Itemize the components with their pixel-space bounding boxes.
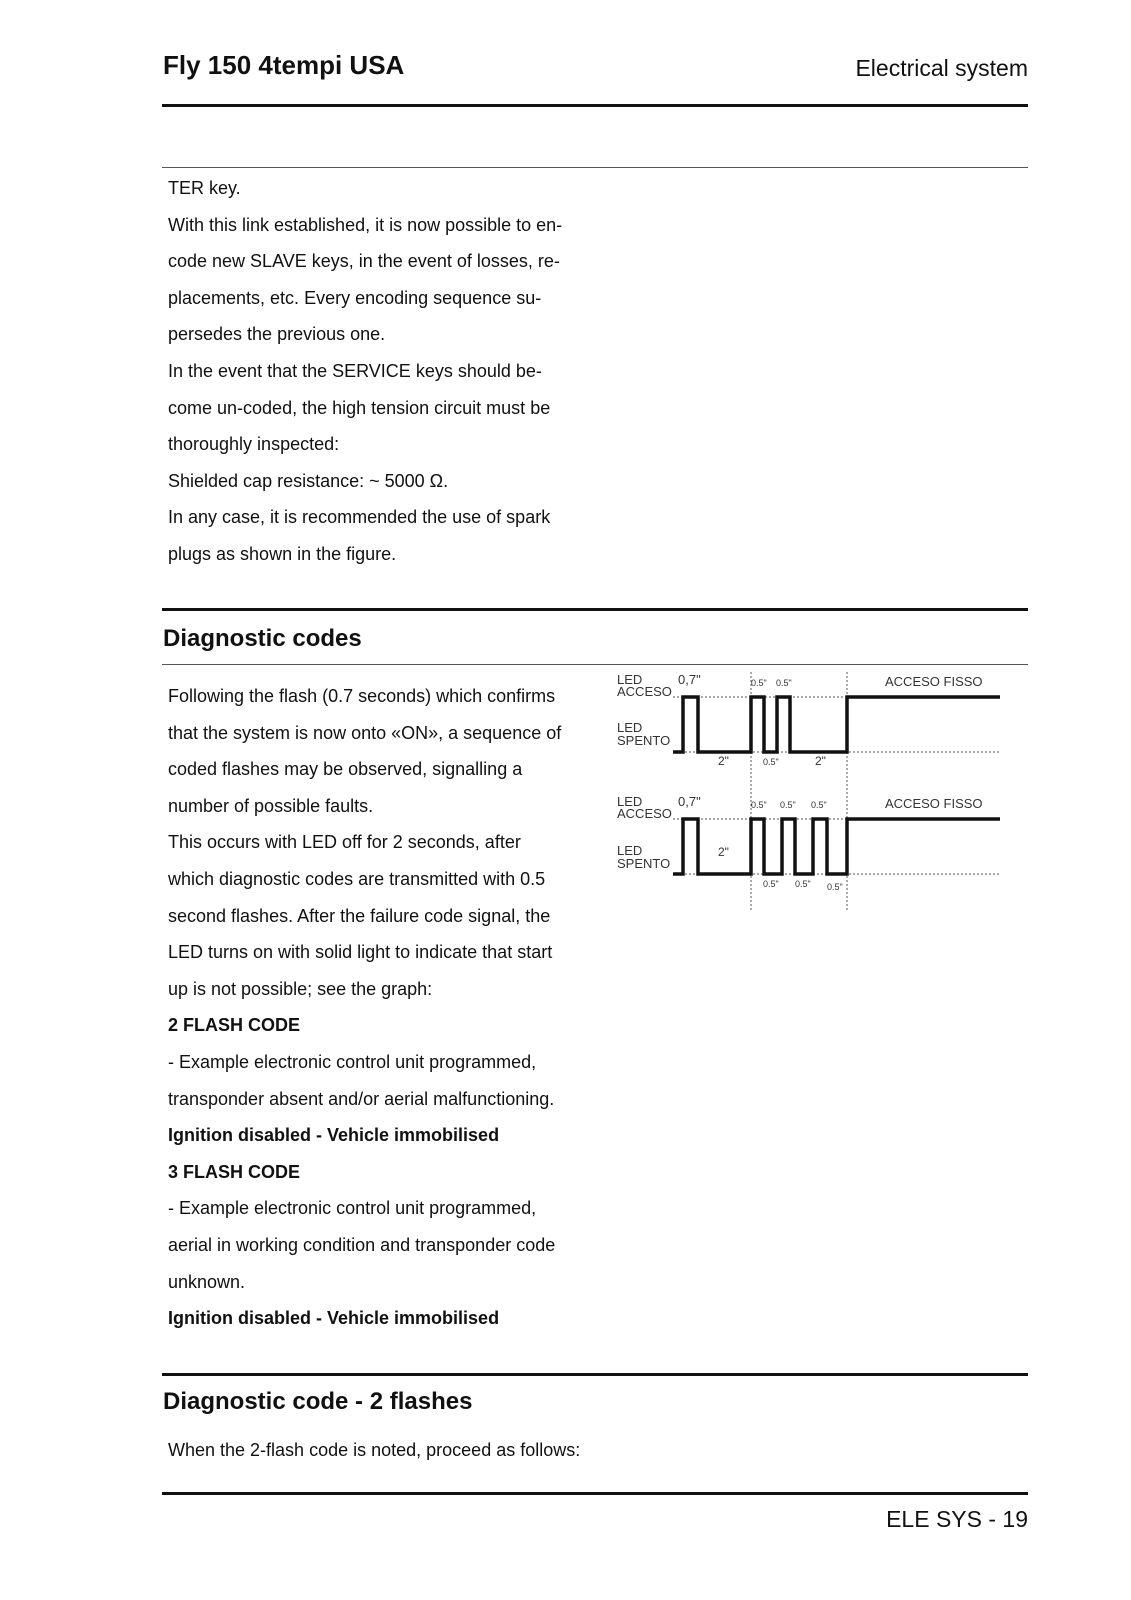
footer-rule: [162, 1492, 1028, 1495]
intro-line: In any case, it is recommended the use of spark: [168, 507, 551, 528]
intro-line: Shielded cap resistance: ~ 5000 Ω.: [168, 470, 449, 491]
label-acceso-1: ACCESO: [617, 684, 672, 699]
label-t2-2: 2": [718, 845, 729, 859]
two-flash-line: When the 2-flash code is noted, proceed as follows:: [168, 1440, 581, 1460]
two-flash-text: [168, 1432, 868, 1469]
section-name: Electrical system: [855, 55, 1028, 81]
diag-line: number of possible faults.: [168, 795, 374, 816]
label-spento-1: SPENTO: [617, 733, 671, 748]
intro-line: placements, etc. Every encoding sequence su-: [168, 287, 542, 308]
code2-title: 2 FLASH CODE: [168, 1015, 301, 1036]
code3-line: aerial in working condition and transponder code: [168, 1234, 556, 1255]
label-spento-2: SPENTO: [617, 856, 671, 871]
header-rule: [162, 104, 1028, 107]
intro-text: [168, 170, 598, 573]
intro-line: With this link established, it is now possible to en-: [168, 214, 563, 235]
code3-title: 3 FLASH CODE: [168, 1161, 301, 1182]
label-led-off-1: LED: [617, 720, 643, 735]
label-solid-2: ACCESO FISSO: [885, 796, 983, 811]
label-t05-2a: 0.5": [751, 800, 767, 810]
intro-line: persedes the previous one.: [168, 324, 386, 345]
label-t05-1b: 0.5": [776, 678, 792, 688]
label-solid-1: ACCESO FISSO: [885, 674, 983, 689]
diag-line: coded flashes may be observed, signalling a: [168, 759, 523, 780]
diag-line: Following the flash (0.7 seconds) which confirms: [168, 686, 556, 706]
section-title-diagnostic: Diagnostic codes: [163, 625, 362, 652]
label-acceso-2: ACCESO: [617, 806, 672, 821]
intro-line: thoroughly inspected:: [168, 434, 340, 455]
label-t05-1c: 0.5": [763, 757, 779, 767]
led-timing-diagram: [615, 672, 1005, 912]
intro-line: In the event that the SERVICE keys should be-: [168, 360, 542, 381]
code2-result: Ignition disabled - Vehicle immobilised: [168, 1125, 500, 1146]
section-sub-rule: [162, 664, 1028, 665]
label-t2-1a: 2": [718, 754, 729, 768]
label-t05-1a: 0.5": [751, 678, 767, 688]
intro-top-rule: [162, 167, 1028, 168]
code3-result: Ignition disabled - Vehicle immobilised: [168, 1308, 500, 1329]
code2-line: transponder absent and/or aerial malfunctioning.: [168, 1088, 555, 1109]
intro-line: code new SLAVE keys, in the event of losses, re-: [168, 251, 560, 272]
label-led-on-2: LED: [617, 794, 643, 809]
section-title-2-flashes: Diagnostic code - 2 flashes: [163, 1388, 473, 1415]
section-rule-2: [162, 1373, 1028, 1376]
label-t05-2f: 0.5": [827, 882, 843, 892]
code3-line: - Example electronic control unit programmed,: [168, 1198, 537, 1219]
diag-line: This occurs with LED off for 2 seconds, after: [168, 832, 521, 853]
diag-line: up is not possible; see the graph:: [168, 978, 433, 999]
label-t05-2b: 0.5": [780, 800, 796, 810]
label-t07-1: 0,7": [678, 672, 701, 687]
label-t05-2c: 0.5": [811, 800, 827, 810]
page-number: ELE SYS - 19: [886, 1506, 1028, 1532]
diagnostic-text: [168, 678, 598, 1337]
label-led-on-1: LED: [617, 672, 643, 687]
label-t05-2d: 0.5": [763, 879, 779, 889]
section-rule: [162, 608, 1028, 611]
diag-line: second flashes. After the failure code signal, the: [168, 905, 551, 926]
diag-line: which diagnostic codes are transmitted with 0.5: [168, 868, 546, 889]
waveform-2-flash: [673, 697, 1000, 752]
diag-line: that the system is now onto «ON», a sequence of: [168, 722, 562, 743]
intro-line: plugs as shown in the figure.: [168, 543, 397, 564]
diag-line: LED turns on with solid light to indicate that start: [168, 942, 553, 963]
label-t2-1b: 2": [815, 754, 826, 768]
code3-line: unknown.: [168, 1271, 246, 1292]
document-title: Fly 150 4tempi USA: [163, 50, 405, 80]
intro-line: TER key.: [168, 178, 241, 198]
label-t05-2e: 0.5": [795, 879, 811, 889]
label-t07-2: 0,7": [678, 794, 701, 809]
code2-line: - Example electronic control unit programmed,: [168, 1051, 537, 1072]
label-led-off-2: LED: [617, 843, 643, 858]
intro-line: come un-coded, the high tension circuit must be: [168, 397, 551, 418]
